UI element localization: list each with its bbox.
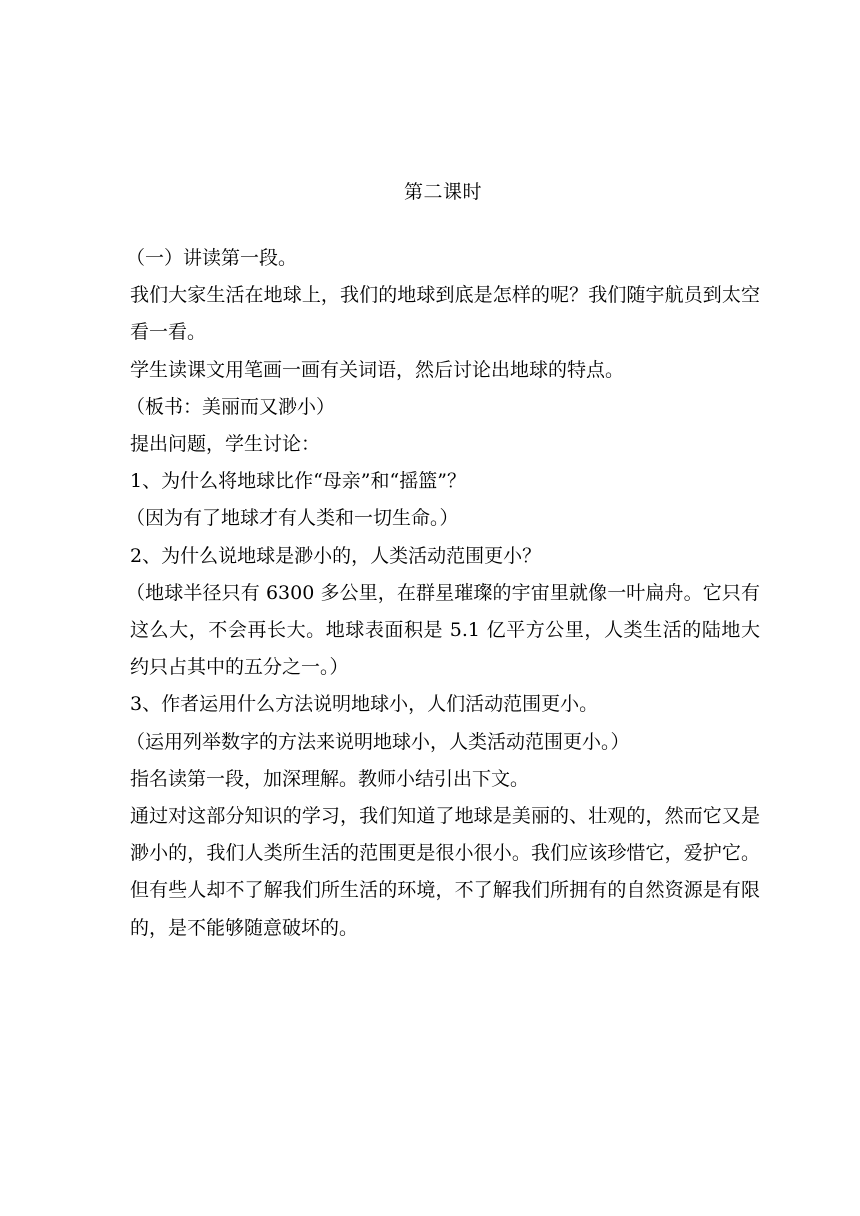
question-item: 2、为什么说地球是渺小的，人类活动范围更小？ xyxy=(130,544,542,567)
section-heading: （一）讲读第一段。 xyxy=(126,247,298,269)
paragraph: 指名读第一段，加深理解。教师小结引出下文。 xyxy=(130,767,530,790)
paragraph: 通过对这部分知识的学习，我们知道了地球是美丽的、壮观的，然而它又是渺小的，我们人类所生活的范围更是很小很小。我们应该珍惜它，爱护它。但有些人却不了解我们所生活的环境，不了解我们所拥有的自然资源是有限的，是不能够随意破坏的。 xyxy=(130,805,760,939)
question-item: 1、为什么将地球比作“母亲”和“摇篮”？ xyxy=(130,470,466,493)
paragraph: 学生读课文用笔画一画有关词语，然后讨论出地球的特点。 xyxy=(130,358,625,381)
answer-item: （地球半径只有 6300 多公里，在群星璀璨的宇宙里就像一叶扁舟。它只有这么大，不会再长大。地球表面积是 5.1 亿平方公里，人类生活的陆地大约只占其中的五分之一。） xyxy=(126,581,760,679)
answer-item: （因为有了地球才有人类和一切生命。） xyxy=(126,507,459,530)
page-title: 第二课时 xyxy=(403,181,482,203)
paragraph: 提出问题，学生讨论： xyxy=(130,433,321,456)
paragraph: 我们大家生活在地球上，我们的地球到底是怎样的呢？我们随宇航员到太空看一看。 xyxy=(130,284,760,344)
question-item: 3、作者运用什么方法说明地球小，人们活动范围更小。 xyxy=(130,693,599,716)
answer-item: （运用列举数字的方法来说明地球小，人类活动范围更小。） xyxy=(126,730,630,753)
blackboard-note: （板书：美丽而又渺小） xyxy=(126,395,336,418)
document-body xyxy=(126,240,760,947)
